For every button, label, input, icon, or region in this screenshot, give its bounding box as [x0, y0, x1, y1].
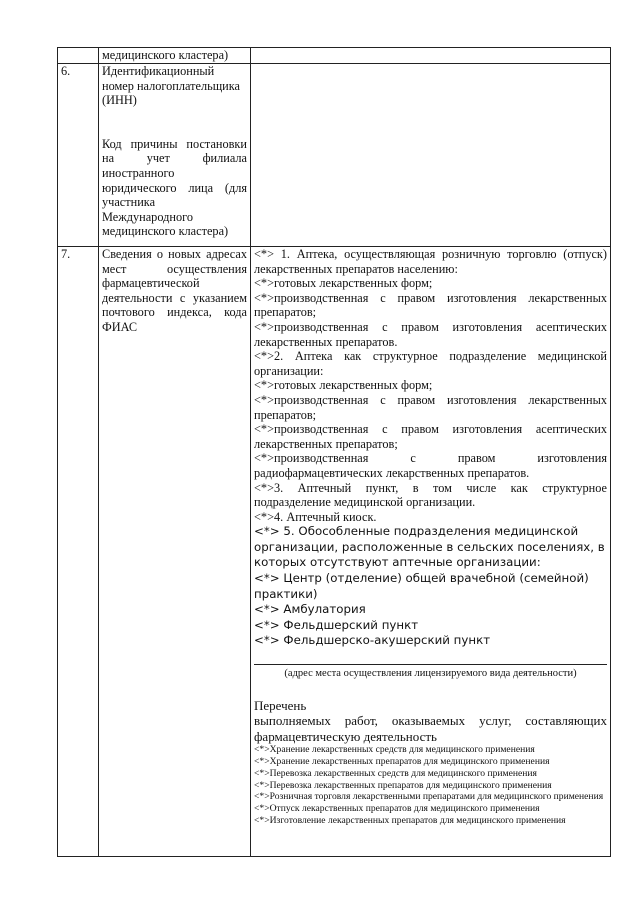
application-form-table	[57, 47, 611, 857]
list-item[interactable]: <*>2. Аптека как структурное подразделение медицинской организации:	[254, 349, 607, 378]
list-item[interactable]: <*>4. Аптечный киоск.	[254, 509, 377, 524]
services-list	[254, 744, 607, 827]
list-item[interactable]: <*> Фельдшерско-акушерский пункт	[254, 633, 491, 648]
list-item[interactable]: <*> 1. Аптека, осуществляющая розничную торговлю (отпуск) лекарственных препаратов населению:	[254, 247, 607, 276]
table-row	[58, 64, 611, 247]
list-item[interactable]: <*>готовых лекарственных форм;	[254, 378, 433, 393]
row-number: 7.	[58, 247, 99, 857]
list-item[interactable]: <*>производственная с правом изготовления радиофармацевтических лекарственных препаратов.	[254, 451, 607, 480]
kpp-label: Код причины постановки на учет филиала иностранного юридического лица (для участника Международного медицинского кластера)	[102, 136, 247, 239]
list-item[interactable]: <*>готовых лекарственных форм;	[254, 276, 433, 291]
row-number: 6.	[58, 64, 99, 247]
list-item[interactable]: <*>Перевозка лекарственных препаратов для медицинского применения	[254, 779, 552, 791]
list-item[interactable]: <*> Центр (отделение) общей врачебной (семейной) практики)	[254, 571, 589, 601]
address-caption: (адрес места осуществления лицензируемого вида деятельности)	[284, 668, 577, 680]
row-label	[99, 64, 251, 247]
list-item[interactable]: <*>производственная с правом изготовления асептических лекарственных препаратов.	[254, 319, 607, 349]
list-item[interactable]: <*>Перевозка лекарственных средств для медицинского применения	[254, 767, 537, 779]
row-value-cell[interactable]	[251, 48, 611, 64]
inn-value-cell[interactable]	[251, 64, 611, 247]
table-row	[58, 48, 611, 64]
list-item[interactable]: <*>3. Аптечный пункт, в том числе как структурное подразделение медицинской организации.	[254, 480, 607, 510]
activity-list	[254, 247, 607, 649]
list-item[interactable]: <*>производственная с правом изготовления лекарственных препаратов;	[254, 392, 607, 422]
address-line[interactable]	[254, 664, 607, 665]
list-item[interactable]: <*>производственная с правом изготовления асептических лекарственных препаратов;	[254, 422, 607, 451]
list-item[interactable]: <*> Фельдшерский пункт	[254, 617, 419, 632]
list-item[interactable]: <*>Хранение лекарственных препаратов для медицинского применения	[254, 755, 550, 767]
perechen-subtitle: выполняемых работ, оказываемых услуг, составляющих фармацевтическую деятельность	[254, 713, 607, 744]
list-item[interactable]: <*> Амбулатория	[254, 602, 366, 617]
row-label: медицинского кластера)	[99, 48, 251, 64]
perechen-title: Перечень	[254, 697, 307, 713]
row-number	[58, 48, 99, 64]
table-row	[58, 247, 611, 857]
list-item[interactable]: <*>Отпуск лекарственных препаратов для медицинского применения	[254, 803, 540, 815]
list-item[interactable]: <*>Розничная торговля лекарственными препаратами для медицинского применения	[254, 791, 604, 803]
row-label: Сведения о новых адресах мест осуществления фармацевтической деятельности с указанием почтового индекса, кода ФИАС	[99, 247, 251, 857]
list-item[interactable]: <*> 5. Обособленные подразделения медицинской организации, расположенные в сельских поселениях, в которых отсутствуют аптечные организации:	[254, 524, 605, 570]
list-item[interactable]: <*>Изготовление лекарственных препаратов для медицинского применения	[254, 814, 566, 826]
list-item[interactable]: <*>Хранение лекарственных средств для медицинского применения	[254, 744, 535, 756]
activity-cell	[251, 247, 611, 857]
list-item[interactable]: <*>производственная с правом изготовления лекарственных препаратов;	[254, 290, 607, 320]
inn-label: Идентификационный номер налогоплательщика (ИНН)	[102, 64, 241, 108]
